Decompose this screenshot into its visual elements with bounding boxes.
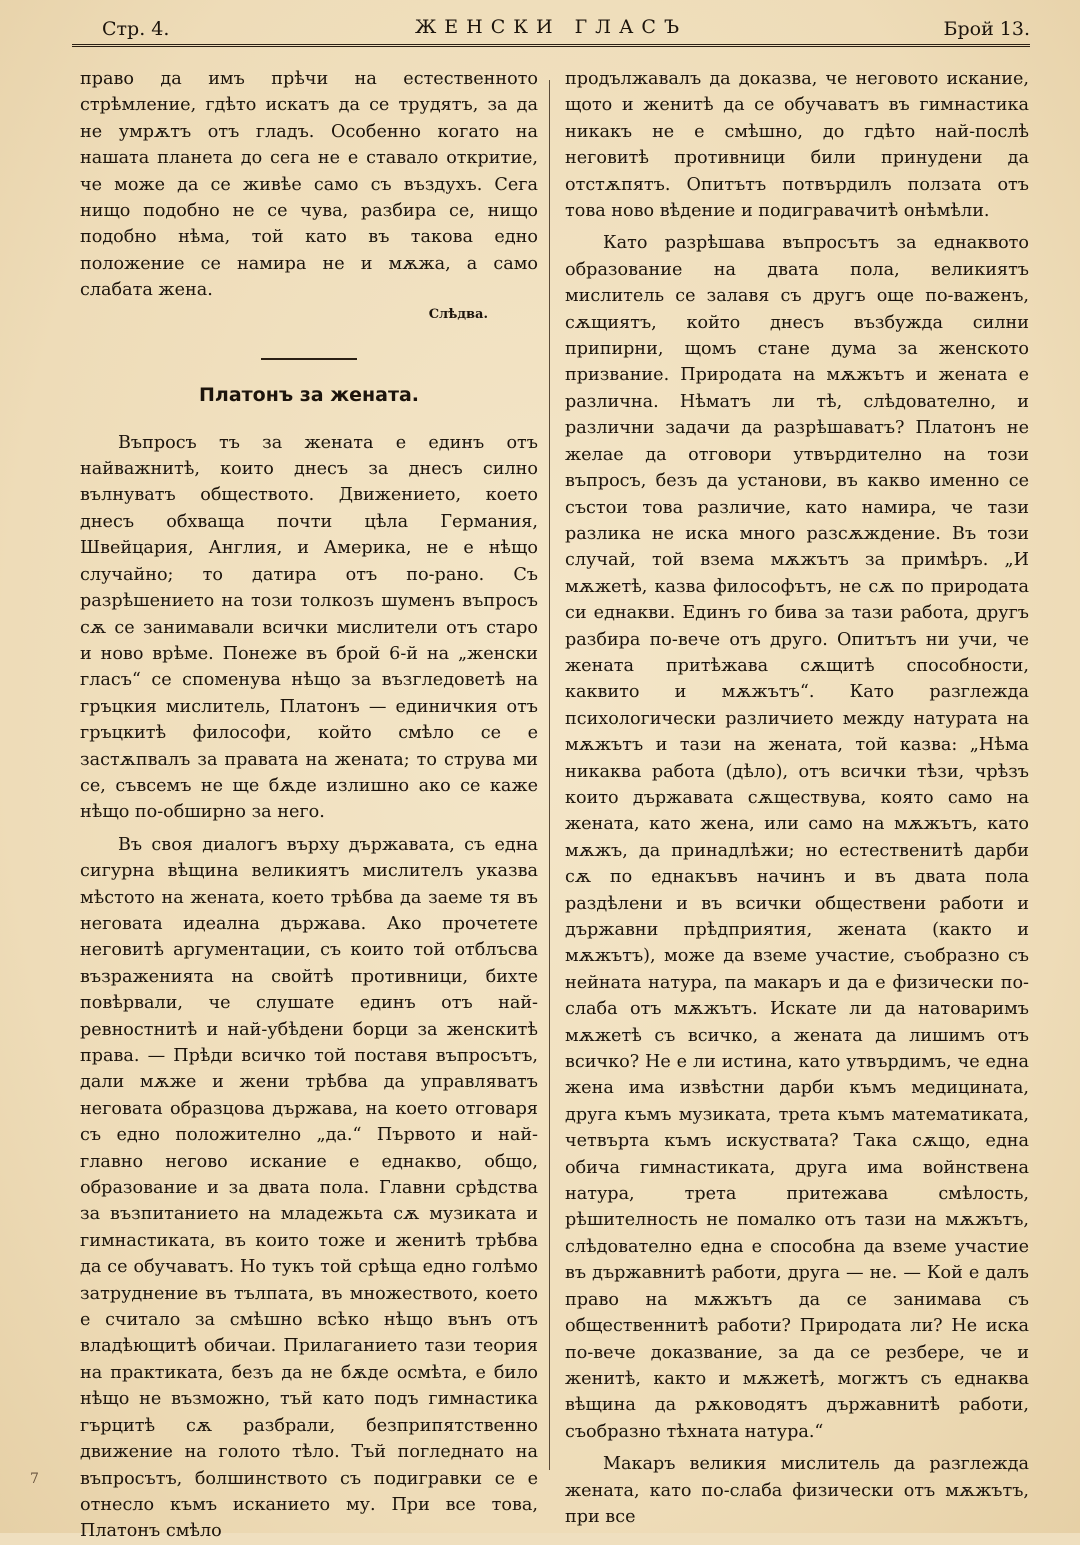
page-header (72, 12, 1030, 42)
intro-paragraph: право да имъ прѣчи на естественното стрѣмление, гдѣто искатъ да се трудятъ, за да не умрѫтъ отъ гладъ. Особенно когато на нашата планета до сега не е ставало откритие, че може да се живѣе само съ въздухъ. Сега нищо подобно не се чува, разбира се, нищо подобно нѣма, той като въ такова едно положение се намира не и мѫжа, а само слабата жена. (80, 69, 538, 301)
header-rule (72, 44, 1030, 47)
article-paragraph-2: Въ своя диалогъ върху държавата, съ една сигурна вѣщина великиятъ мислителъ указва мѣстото на жената, което трѣбва да заеме тя въ неговата идеална държава. Ако прочетете неговитѣ аргументации, съ които той отблъсва възраженията на свойтѣ противници, бихте повѣрвали, че слушате единъ отъ най-ревностнитѣ и най-убѣдени борци за женскитѣ права. — Прѣди всичко той поставя въпросътъ, дали мѫже и жени трѣбва да управляватъ неговата образцова държава, на което отговаря съ едно положително „да.“ Първото и най-главно негово искание е еднакво, общо, образование и за двата пола. Главни срѣдства за възпитанието на младежьта сѫ музиката и гимнастиката, въ които тоже и женитѣ трѣбва да се обучаватъ. Но тукъ той срѣща едно голѣмо затруднение въ тълпата, въ множеството, което е считало за смѣшно всѣко нѣщо вънъ отъ владѣющитѣ обичаи. Прилаганието тази теория на практиката, безъ да не бѫде осмѣта, е било нѣщо не възможно, тъй като подъ гимнастика гърцитѣ сѫ разбрали, безприпятственно движение на голото тѣло. Тъй погледнато на въпросътъ, болшинството съ подигравки се е отнесло къмъ исканието му. При все това, Платонъ смѣло (80, 834, 538, 1542)
journal-title: ЖЕНСКИ ГЛАСЪ (414, 16, 688, 38)
left-column (80, 66, 538, 1545)
article-paragraph-4: Като разрѣшава въпросътъ за еднаквото образование на двата пола, великиятъ мислитель се залавя съ другъ още по-важенъ, сѫщиятъ, който днесъ възбужда силни припирни, щомъ стане дума за женското призвание. Природата на мѫжътъ и жената е различна. Нѣматъ ли тѣ, слѣдователно, и различни задачи да разрѣшаватъ? Платонъ не желае да отговори утвърдително на този въпросъ, безъ да установи, въ какво именно се състои това различие, като намира, че тази разлика не иска много разсѫждение. Въ този случай, той взема мѫжътъ за примѣръ. „И мѫжетѣ, казва философътъ, не сѫ по природата си еднакви. Единъ го бива за тази работа, другъ разбира по-вече отъ друго. Опитътъ ни учи, че жената притѣжава сѫщитѣ способности, каквито и мѫжътъ“. Като разглежда психологически различието между натурата на мѫжътъ и тази на жената, той казва: „Нѣма никаква работа (дѣло), отъ всички тѣзи, чрѣзъ които държавата сѫществува, която само на жената, като жена, или само на мѫжътъ, като мѫжъ, да принадлѣжи; но естественитѣ дарби сѫ по еднакъвъ начинъ и въ двата пола раздѣлени и въ всички обществени работи и държавни прѣдприятия, жената (както и мѫжътъ), може да вземе участие, съобразно съ нейната натура, па макаръ и да е физически по-слаба отъ мѫжътъ. Искате ли да натоваримъ мѫжетѣ съ всичко, а жената да лишимъ отъ всичко? Не е ли истина, като утвърдимъ, че една жена има извѣстни дарби къмъ медицината, друга къмъ музиката, трета къмъ математиката, четвърта къмъ искуствата? Така сѫщо, една обича гимнастиката, друга има войнствена натура, трета притежава смѣлость, рѣшителность не помалко отъ тази на мѫжътъ, слѣдователно една е способна да вземе участие въ държавнитѣ работи, друга — не. — Кой е далъ право на мѫжътъ да се занимава съ общественнитѣ работи? Природата ли? Не иска по-вече доказвание, за да се резбере, че и женитѣ, както и мѫжетѣ, могжтъ съ еднаква вѣщина да рѫководятъ държавнитѣ работи, съобразно тѣхната натура.“ (565, 233, 1029, 1442)
column-divider (549, 80, 550, 1470)
article-title: Платонъ за жената. (199, 383, 419, 406)
article-divider (261, 358, 357, 360)
article-paragraph-3: продължавалъ да доказва, че неговото искание, щото и женитѣ да се обучаватъ въ гимнастика никакъ не е смѣшно, до гдѣто най-послѣ неговитѣ противници били принудени да отстѫпятъ. Опитътъ потвърдилъ ползата отъ това ново вѣдение и подигравачитѣ онѣмѣли. (565, 69, 1029, 222)
page-number: Стр. 4. (102, 18, 170, 40)
right-column (565, 66, 1029, 1530)
issue-number: Брой 13. (943, 18, 1030, 40)
article-paragraph-1: Въпросъ тъ за жената е единъ отъ найважнитѣ, които днесъ за днесъ силно вълнуватъ обществото. Движението, което днесъ обхваща почти цѣла Германия, Швейцария, Англия, и Америка, не е нѣщо случайно; то датира отъ по-рано. Съ разрѣшението на този толкозъ шуменъ въпросъ сѫ се занимавали всички мислители отъ старо и ново врѣме. Понеже въ брой 6-й на „женски гласъ“ се споменува нѣщо за възгледоветѣ на гръцкия мислитель, Платонъ — единичкия отъ гръцкитѣ философи, който смѣло се е застѫпвалъ за правата на жената; то струва ми се, съвсемъ не ще бѫде излишно ако се каже нѣщо по-обширно за него. (80, 432, 538, 823)
continued-label: Слѣдва. (428, 306, 488, 322)
article-paragraph-5: Макаръ великия мислитель да разглежда жената, като по-слаба физически отъ мѫжътъ, при все (565, 1454, 1029, 1527)
margin-mark: 7 (30, 1471, 39, 1487)
